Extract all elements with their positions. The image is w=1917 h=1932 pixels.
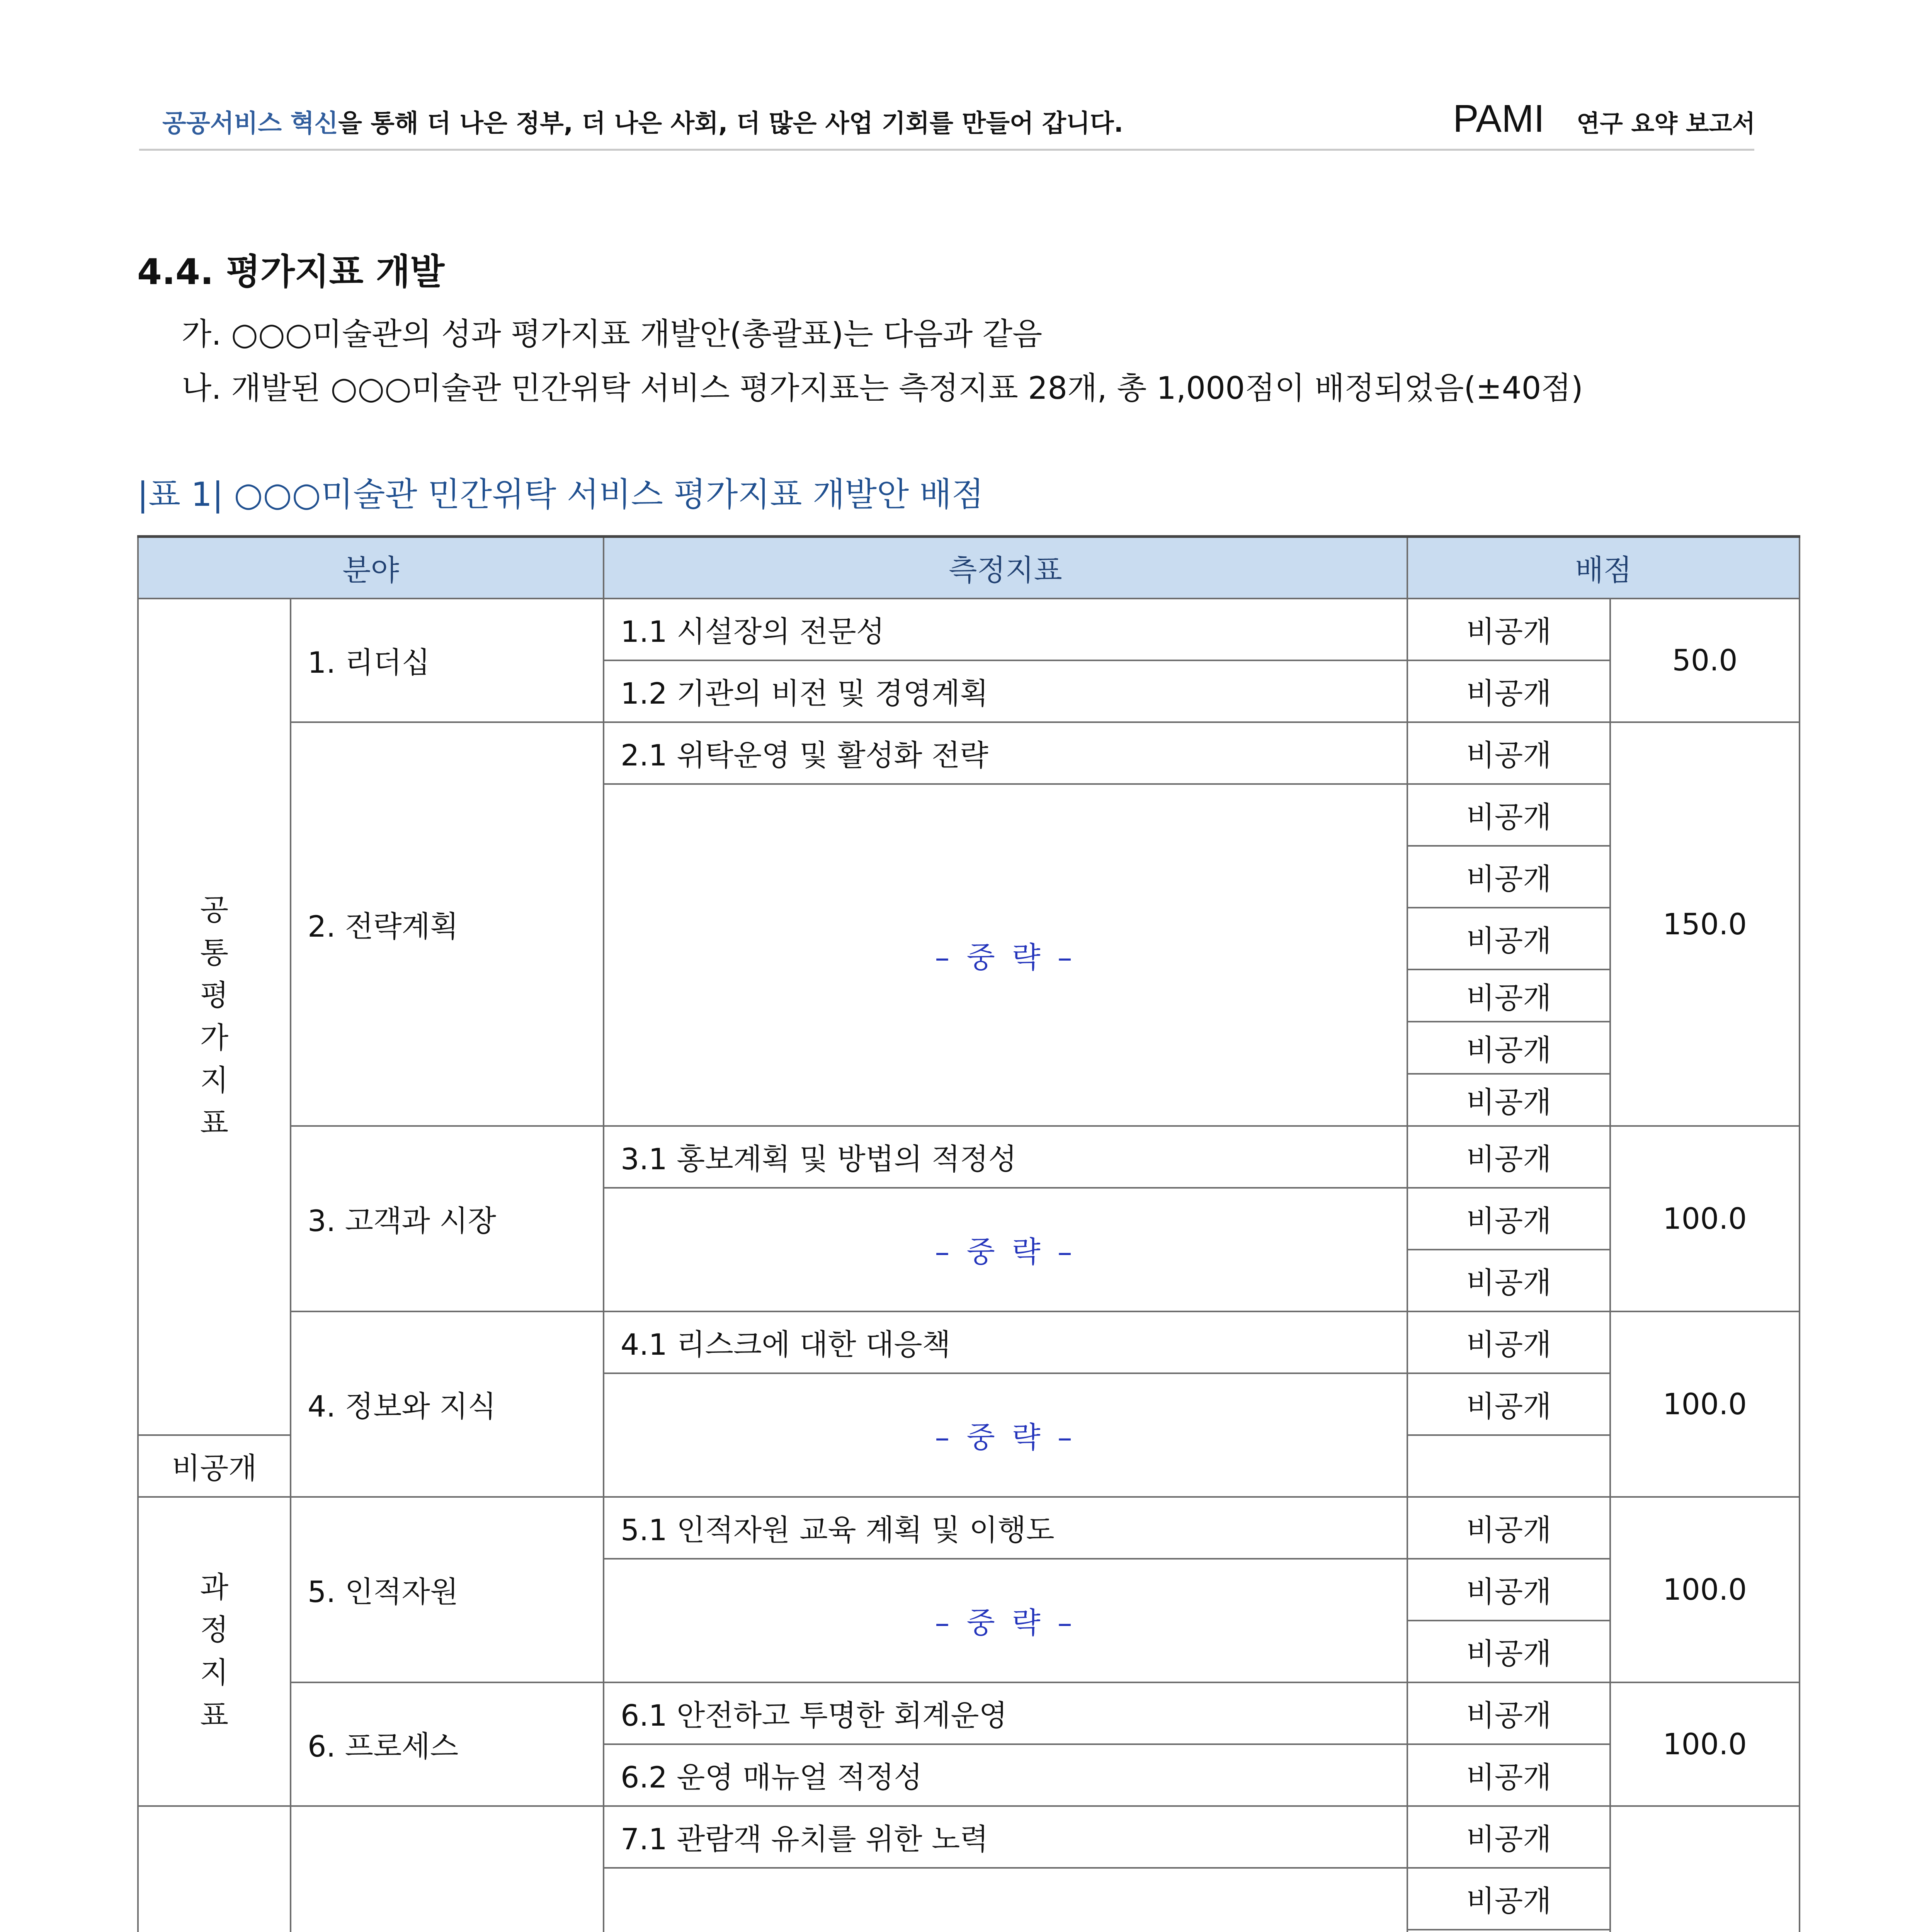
private-cell: 비공개 [1407, 908, 1610, 969]
paragraph-2: 나. 개발된 ○○○미술관 민간위탁 서비스 평가지표는 측정지표 28개, 총 1,000점이 배정되었음(±40점) [182, 370, 1583, 406]
score-table [137, 535, 1800, 1932]
score-customer: 100.0 [1610, 1126, 1800, 1311]
private-cell: 비공개 [1407, 1744, 1610, 1806]
group-process-label: 과 정 지 표 [200, 1570, 229, 1732]
score-strategy: 150.0 [1610, 722, 1800, 1126]
private-cell: 비공개 [1407, 722, 1610, 784]
private-cell: 비공개 [1407, 846, 1610, 908]
private-cell: 비공개 [1407, 1806, 1610, 1868]
omitted-indicators: – 중 략 – [604, 1373, 1407, 1497]
indicator-6-1: 6.1 안전하고 투명한 회계운영 [604, 1682, 1407, 1744]
header-report-type: 연구 요약 보고서 [1577, 109, 1755, 138]
private-cell: 비공개 [1407, 599, 1610, 660]
header-area: 분야 [138, 537, 604, 599]
private-cell: 비공개 [1407, 1373, 1610, 1435]
score-service [1610, 1806, 1800, 1932]
omitted-indicators [604, 1868, 1407, 1932]
score-hr: 100.0 [1610, 1497, 1800, 1682]
paragraph-1: 가. ○○○미술관의 성과 평가지표 개발안(총괄표)는 다음과 같음 [182, 316, 1043, 352]
area-strategy: 2. 전략계획 [291, 722, 604, 1126]
private-cell: 비공개 [1407, 660, 1610, 722]
private-cell: 비공개 [1407, 1022, 1610, 1074]
omitted-indicators: – 중 략 – [604, 1559, 1407, 1682]
area-hr: 5. 인적자원 [291, 1497, 604, 1682]
private-cell: 비공개 [138, 1435, 291, 1497]
indicator-2-1: 2.1 위탁운영 및 활성화 전략 [604, 722, 1407, 784]
private-cell: 비공개 [1407, 969, 1610, 1022]
section-title: 4.4. 평가지표 개발 [137, 251, 445, 293]
area-customer: 3. 고객과 시장 [291, 1126, 604, 1311]
private-cell: 비공개 [1407, 784, 1610, 846]
private-cell: 비공개 [1407, 1497, 1610, 1559]
indicator-3-1: 3.1 홍보계획 및 방법의 적정성 [604, 1126, 1407, 1188]
omitted-indicators: – 중 략 – [604, 1188, 1407, 1311]
area-leadership: 1. 리더십 [291, 599, 604, 722]
omitted-indicators: – 중 략 – [604, 784, 1407, 1126]
group-common [138, 599, 291, 1435]
header-score: 배점 [1407, 537, 1800, 599]
area-service [291, 1806, 604, 1932]
table-title: |표 1| ○○○미술관 민간위탁 서비스 평가지표 개발안 배점 [137, 475, 984, 514]
area-information: 4. 정보와 지식 [291, 1311, 604, 1497]
private-cell: 비공개 [1407, 1188, 1610, 1250]
private-cell: 비공개 [1407, 1311, 1610, 1373]
private-cell: 비공개 [1407, 1074, 1610, 1126]
indicator-7-1: 7.1 관람객 유치를 위한 노력 [604, 1806, 1407, 1868]
header-indicator: 측정지표 [604, 537, 1407, 599]
private-cell: 비공개 [1407, 1126, 1610, 1188]
private-cell: 비공개 [1407, 1250, 1610, 1311]
page-header [139, 93, 1754, 151]
indicator-4-1: 4.1 리스크에 대한 대응책 [604, 1311, 1407, 1373]
tagline-highlight: 공공서비스 혁신 [162, 109, 338, 138]
score-process: 100.0 [1610, 1682, 1800, 1806]
private-cell: 비공개 [1407, 1868, 1610, 1930]
group-common-label: 공 통 평 가 지 표 [200, 893, 229, 1140]
area-process: 6. 프로세스 [291, 1682, 604, 1806]
indicator-5-1: 5.1 인적자원 교육 계획 및 이행도 [604, 1497, 1407, 1559]
indicator-1-2: 1.2 기관의 비전 및 경영계획 [604, 660, 1407, 722]
header-tagline [162, 104, 1123, 139]
indicator-6-2: 6.2 운영 매뉴얼 적정성 [604, 1744, 1407, 1806]
private-cell: 비공개 [1407, 1621, 1610, 1682]
private-cell: 비공개 [1407, 1559, 1610, 1621]
private-cell [1407, 1930, 1610, 1932]
indicator-1-1: 1.1 시설장의 전문성 [604, 599, 1407, 660]
score-information: 100.0 [1610, 1311, 1800, 1497]
header-brand: PAMI [1453, 97, 1545, 140]
private-cell: 비공개 [1407, 1682, 1610, 1744]
tagline-text: 을 통해 더 나은 정부, 더 나은 사회, 더 많은 사업 기회를 만들어 갑니다. [338, 109, 1123, 138]
group-performance [138, 1806, 291, 1932]
group-process [138, 1497, 291, 1806]
score-leadership: 50.0 [1610, 599, 1800, 722]
